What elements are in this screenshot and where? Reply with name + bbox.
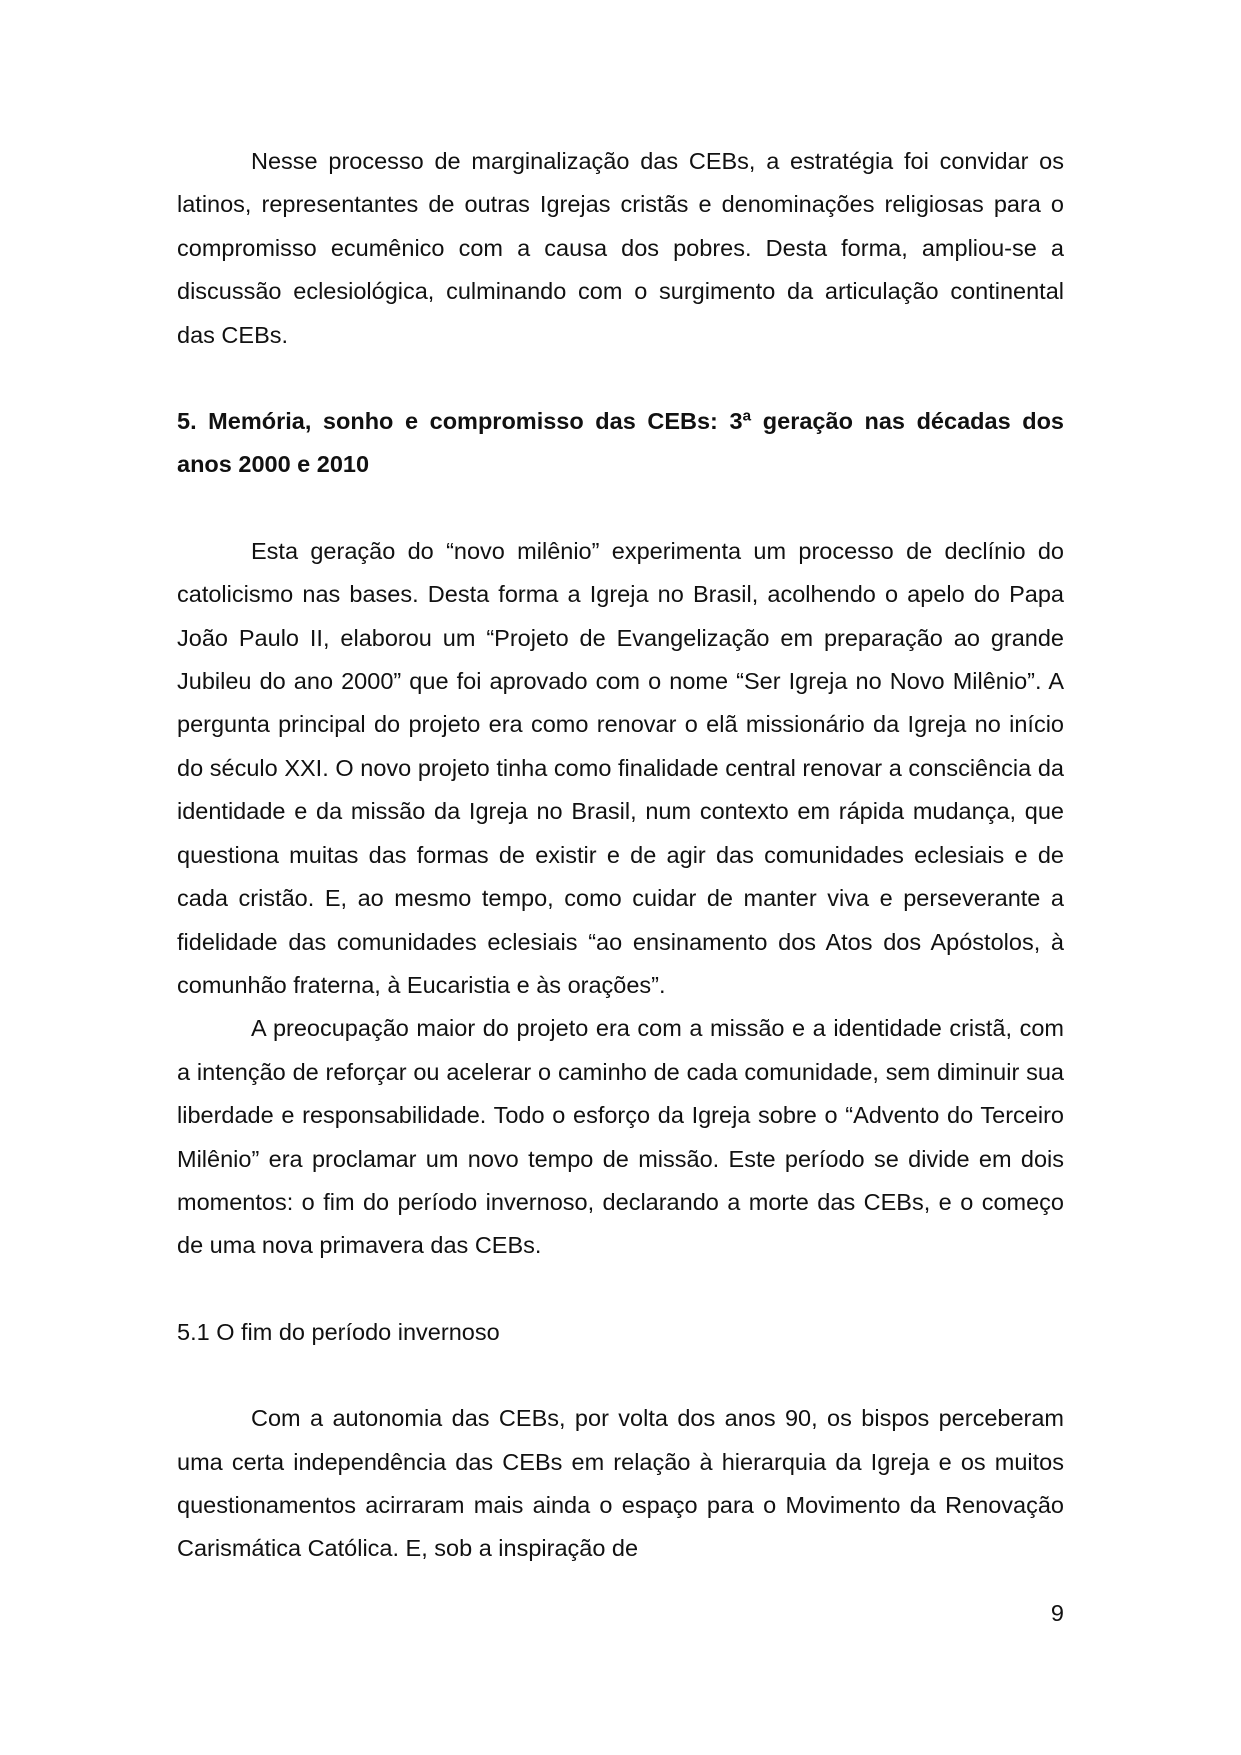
section-heading-5-1: 5.1 O fim do período invernoso [177,1318,500,1345]
document-page [177,140,1064,1571]
paragraph-autonomy: Com a autonomia das CEBs, por volta dos anos 90, os bispos perceberam uma certa independência das CEBs em relação à hierarquia da Igreja e os muitos questionamentos acirraram mais ainda o espaço para o Movimento da Renovação Carismática Católica. E, sob a inspiração de [177,1405,1064,1562]
paragraph-project-concern: A preocupação maior do projeto era com a missão e a identidade cristã, com a intenção de reforçar ou acelerar o caminho de cada comunidade, sem diminuir sua liberdade e responsabilidade. Todo o esforço da Igreja sobre o “Advento do Terceiro Milênio” era proclamar um novo tempo de missão. Este período se divide em dois momentos: o fim do período invernoso, declarando a morte das CEBs, e o começo de uma nova primavera das CEBs. [177,1015,1064,1259]
paragraph-new-millennium: Esta geração do “novo milênio” experimenta um processo de declínio do catolicismo nas bases. Desta forma a Igreja no Brasil, acolhendo o apelo do Papa João Paulo II, elaborou um “Projeto de Evangelização em preparação ao grande Jubileu do ano 2000” que foi aprovado com o nome “Ser Igreja no Novo Milênio”. A pergunta principal do projeto era como renovar o elã missionário da Igreja no início do século XXI. O novo projeto tinha como finalidade central renovar a consciência da identidade e da missão da Igreja no Brasil, num contexto em rápida mudança, que questiona muitas das formas de existir e de agir das comunidades eclesiais e de cada cristão. E, ao mesmo tempo, como cuidar de manter viva e perseverante a fidelidade das comunidades eclesiais “ao ensinamento dos Atos dos Apóstolos, à comunhão fraterna, à Eucaristia e às orações”. [177,537,1064,998]
section-heading-5: 5. Memória, sonho e compromisso das CEBs: 3ª geração nas décadas dos anos 2000 e 2010 [177,408,1064,478]
paragraph-marginalization: Nesse processo de marginalização das CEBs, a estratégia foi convidar os latinos, representantes de outras Igrejas cristãs e denominações religiosas para o compromisso ecumênico com a causa dos pobres. Desta forma, ampliou-se a discussão eclesiológica, culminando com o surgimento da articulação continental das CEBs. [177,148,1064,348]
page-number: 9 [1050,1600,1064,1626]
